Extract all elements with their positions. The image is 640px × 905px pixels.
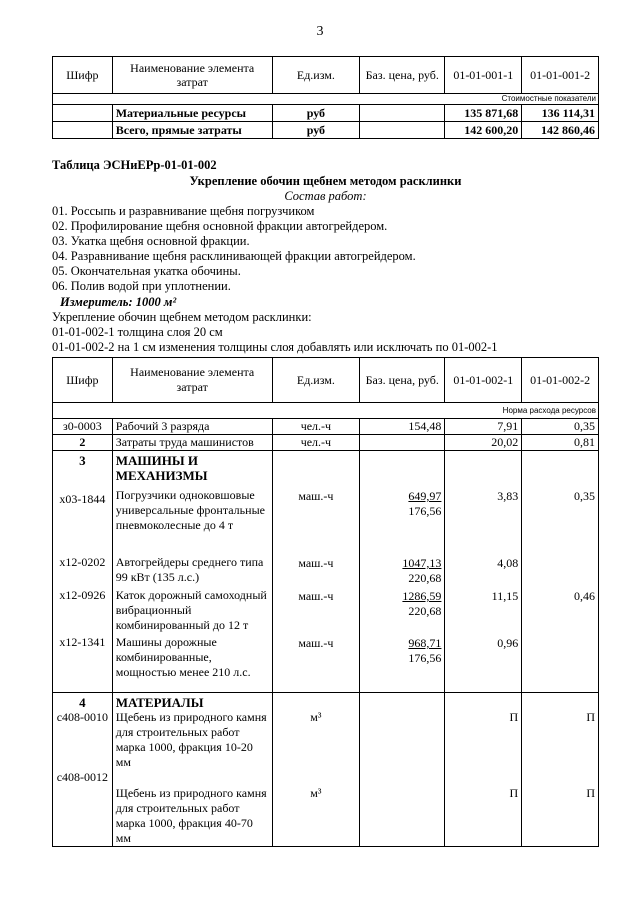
row-value-b: 0,35 (574, 489, 595, 503)
row-unit: м³ (310, 710, 322, 724)
row-name: Рабочий 3 разряда (112, 419, 272, 435)
row-code: с408-0012 (56, 770, 109, 784)
header-price: Баз. цена, руб. (360, 57, 445, 94)
table-subheader-row (53, 403, 599, 419)
subheader-label: Норма расхода ресурсов (53, 403, 599, 419)
section-title: МАШИНЫ И МЕХАНИЗМЫ (115, 453, 208, 483)
header-col-b: 01-01-001-2 (522, 57, 599, 94)
row-value-b: 0,81 (522, 435, 599, 451)
list-item: 05. Окончательная укатка обочины. (52, 264, 241, 278)
header-unit: Ед.изм. (272, 358, 359, 403)
section-number: 4 (79, 695, 86, 710)
header-col-b: 01-01-002-2 (522, 358, 599, 403)
section-number: 3 (79, 453, 86, 468)
row-name: Всего, прямые затраты (112, 122, 272, 139)
header-price: Баз. цена, руб. (360, 358, 445, 403)
row-value-a: П (509, 710, 519, 724)
row-price: 1286,59 (402, 589, 442, 603)
header-name: Наименование элемента затрат (112, 57, 272, 94)
row-value-a: 142 600,20 (445, 122, 522, 139)
row-code: х12-0202 (59, 555, 106, 569)
row-value-a: 20,02 (445, 435, 522, 451)
row-code: 2 (53, 435, 113, 451)
row-value-b: 136 114,31 (522, 105, 599, 122)
note-line: 01-01-002-1 толщина слоя 20 см (52, 325, 223, 339)
list-item: 06. Полив водой при уплотнении. (52, 279, 231, 293)
subheader-label: Стоимостные показатели (53, 94, 599, 105)
header-col-a: 01-01-001-1 (445, 57, 522, 94)
list-item: 01. Россыпь и разравнивание щебня погрузчиком (52, 204, 315, 218)
list-item: 03. Укатка щебня основной фракции. (52, 234, 250, 248)
header-code: Шифр (53, 358, 113, 403)
table-row (53, 419, 599, 435)
row-value-a: 11,15 (491, 589, 519, 603)
row-unit: руб (272, 105, 359, 122)
row-value-b: П (586, 710, 595, 724)
row-value-b (525, 636, 595, 692)
row-unit: чел.-ч (272, 419, 359, 435)
header-col-a: 01-01-002-1 (445, 358, 522, 403)
row-name: Щебень из природного камня для строительных работ марка 1000, фракция 40-70 мм (115, 786, 267, 845)
header-unit: Ед.изм. (272, 57, 359, 94)
table-header-row (53, 57, 599, 94)
row-code: с408-0010 (56, 710, 109, 724)
row-price: 154,48 (360, 419, 445, 435)
row-name: Каток дорожный самоходный вибрационный комбинированный до 12 т (115, 588, 267, 632)
row-unit: руб (272, 122, 359, 139)
row-price-secondary: 220,68 (408, 571, 442, 585)
row-value-a: 4,08 (497, 556, 519, 570)
row-name: Затраты труда машинистов (112, 435, 272, 451)
row-price-secondary: 176,56 (408, 651, 442, 665)
row-code: х03-1844 (59, 492, 106, 506)
header-name: Наименование элемента затрат (112, 358, 272, 403)
machines-section (53, 451, 599, 693)
table-title: Таблица ЭСНиЕРр-01-01-002 (52, 158, 217, 172)
row-price: 1047,13 (402, 556, 442, 570)
table-row (53, 105, 599, 122)
table-row (53, 435, 599, 451)
row-value-b: 0,35 (522, 419, 599, 435)
cost-indicators-table (52, 56, 599, 139)
list-item: 02. Профилирование щебня основной фракции автогрейдером. (52, 219, 388, 233)
row-unit: маш.-ч (298, 489, 334, 503)
note-line: 01-01-002-2 на 1 см изменения толщины слоя добавлять или исключать по 01-002-1 (52, 340, 498, 354)
row-unit: маш.-ч (298, 556, 334, 570)
row-unit: маш.-ч (298, 589, 334, 603)
row-name: Машины дорожные комбинированные, мощностью менее 210 л.с. (115, 635, 251, 679)
list-item: 04. Разравнивание щебня расклинивающей фракции автогрейдером. (52, 249, 416, 263)
row-value-a: 135 871,68 (445, 105, 522, 122)
row-value-a: П (509, 786, 519, 800)
row-value-a: 0,96 (497, 636, 519, 650)
row-price-secondary: 176,56 (408, 504, 442, 518)
table-subheader-row (53, 94, 599, 105)
row-name: Щебень из природного камня для строительных работ марка 1000, фракция 10-20 мм (115, 710, 267, 769)
page-number: 3 (316, 24, 324, 39)
row-value-b: 142 860,46 (522, 122, 599, 139)
row-price (360, 435, 445, 451)
materials-section (53, 693, 599, 847)
resource-norms-table (52, 357, 599, 847)
section-heading: Укрепление обочин щебнем методом расклинки (189, 174, 462, 188)
row-code: з0-0003 (53, 419, 113, 435)
row-price-secondary: 220,68 (408, 604, 442, 618)
row-name: Автогрейдеры среднего типа 99 кВт (135 л.с.) (115, 555, 264, 584)
row-unit: чел.-ч (272, 435, 359, 451)
table-row (53, 122, 599, 139)
measure-unit: Измеритель: 1000 м² (60, 295, 177, 309)
row-value-b: 0,46 (574, 589, 595, 603)
row-price: 649,97 (408, 489, 442, 503)
row-value-b (525, 556, 595, 589)
note-line: Укрепление обочин щебнем методом расклинки: (52, 310, 312, 324)
row-price: 968,71 (408, 636, 442, 650)
row-unit: м³ (310, 786, 322, 800)
row-value-a: 3,83 (497, 489, 519, 503)
row-value-a: 7,91 (445, 419, 522, 435)
row-value-b: П (586, 786, 595, 800)
row-name: Материальные ресурсы (112, 105, 272, 122)
composition-label: Состав работ: (284, 189, 367, 203)
row-code: х12-0926 (59, 588, 106, 602)
row-code: х12-1341 (59, 635, 106, 649)
row-name: Погрузчики одноковшовые универсальные фронтальные пневмоколесные до 4 т (115, 488, 265, 532)
row-unit: маш.-ч (298, 636, 334, 650)
header-code: Шифр (53, 57, 113, 94)
section-title: МАТЕРИАЛЫ (115, 695, 204, 710)
table-header-row (53, 358, 599, 403)
work-list (52, 204, 612, 294)
